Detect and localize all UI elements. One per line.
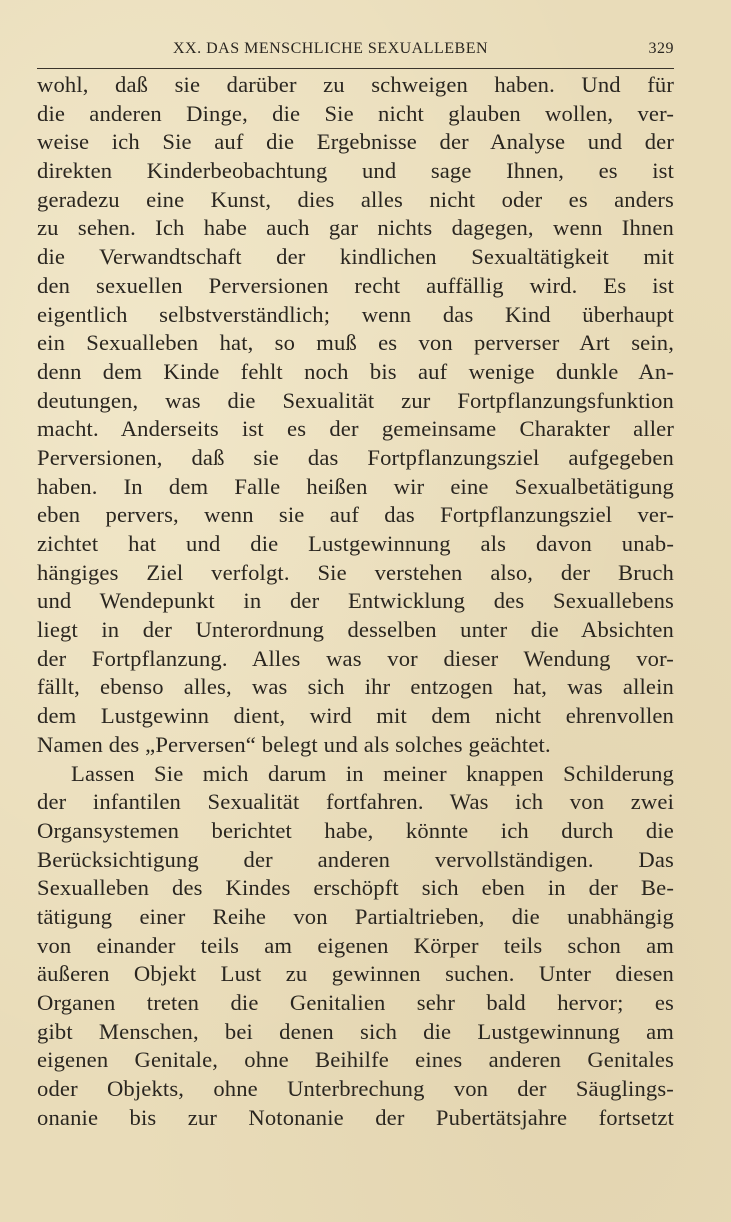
text-line: gibt Menschen, bei denen sich die Lustgewinnung am: [37, 1018, 674, 1044]
text-line: tätigung einer Reihe von Partialtrieben, die unabhängig: [37, 903, 674, 929]
text-line: den sexuellen Perversionen recht auffällig wird. Es ist: [37, 272, 674, 298]
text-line: onanie bis zur Notonanie der Pubertätsjahre fortsetzt: [37, 1104, 674, 1130]
text-line: wohl, daß sie darüber zu schweigen haben. Und für: [37, 72, 674, 97]
text-line: die Verwandtschaft der kindlichen Sexualtätigkeit mit: [37, 244, 674, 270]
text-line: von einander teils am eigenen Körper teils schon am: [37, 932, 674, 958]
text-line: oder Objekts, ohne Unterbrechung von der Säuglings-: [37, 1076, 674, 1102]
text-line: fällt, ebenso alles, was sich ihr entzogen hat, was allein: [37, 674, 674, 700]
text-line: Perversionen, daß sie das Fortpflanzungsziel aufgegeben: [37, 444, 674, 470]
paragraph: [37, 71, 674, 760]
paragraph: [37, 760, 674, 1133]
text-line: eigenen Genitale, ohne Beihilfe eines anderen Genitales: [37, 1047, 674, 1073]
text-line: die anderen Dinge, die Sie nicht glauben wollen, ver-: [37, 100, 674, 126]
running-head: [37, 32, 674, 69]
text-line: hängiges Ziel verfolgt. Sie verstehen also, der Bruch: [37, 559, 674, 585]
text-line: macht. Anderseits ist es der gemeinsame Charakter aller: [37, 416, 674, 442]
text-line: zichtet hat und die Lustgewinnung als davon unab-: [37, 531, 674, 556]
text-line: Sexualleben des Kindes erschöpft sich eben in der Be-: [37, 875, 674, 901]
text-line: zu sehen. Ich habe auch gar nichts dagegen, wenn Ihnen: [37, 215, 674, 241]
text-line: und Wendepunkt in der Entwicklung des Sexuallebens: [37, 588, 674, 614]
text-line: äußeren Objekt Lust zu gewinnen suchen. Unter diesen: [37, 961, 674, 987]
text-line: Berücksichtigung der anderen vervollständigen. Das: [37, 846, 674, 872]
text-line: Namen des „Perversen“ belegt und als solches geächtet.: [37, 731, 551, 757]
text-line: haben. In dem Falle heißen wir eine Sexualbetätigung: [37, 473, 674, 499]
text-line: der Fortpflanzung. Alles was vor dieser Wendung vor-: [37, 645, 674, 671]
text-line: der infantilen Sexualität fortfahren. Was ich von zwei: [37, 789, 674, 815]
text-line: eben pervers, wenn sie auf das Fortpflanzungsziel ver-: [37, 502, 674, 528]
text-line: Organen treten die Genitalien sehr bald hervor; es: [37, 990, 674, 1015]
text-line: liegt in der Unterordnung desselben unter die Absichten: [37, 617, 674, 643]
text-line: eigentlich selbstverständlich; wenn das Kind überhaupt: [37, 301, 674, 327]
page-number: 329: [648, 40, 674, 57]
body-text: [37, 71, 674, 1132]
text-line: deutungen, was die Sexualität zur Fortpflanzungsfunktion: [37, 387, 674, 413]
text-line: ein Sexualleben hat, so muß es von perverser Art sein,: [37, 330, 674, 356]
book-page: [37, 32, 674, 1192]
text-line: weise ich Sie auf die Ergebnisse der Analyse und der: [37, 129, 674, 155]
text-line: Lassen Sie mich darum in meiner knappen Schilderung: [71, 760, 674, 786]
text-line: Organsystemen berichtet habe, könnte ich durch die: [37, 817, 674, 843]
text-line: denn dem Kinde fehlt noch bis auf wenige dunkle An-: [37, 358, 674, 384]
text-line: dem Lustgewinn dient, wird mit dem nicht ehrenvollen: [37, 703, 674, 729]
text-line: direkten Kinderbeobachtung und sage Ihnen, es ist: [37, 158, 674, 184]
chapter-title: XX. DAS MENSCHLICHE SEXUALLEBEN: [173, 40, 489, 57]
text-line: geradezu eine Kunst, dies alles nicht oder es anders: [37, 186, 674, 212]
